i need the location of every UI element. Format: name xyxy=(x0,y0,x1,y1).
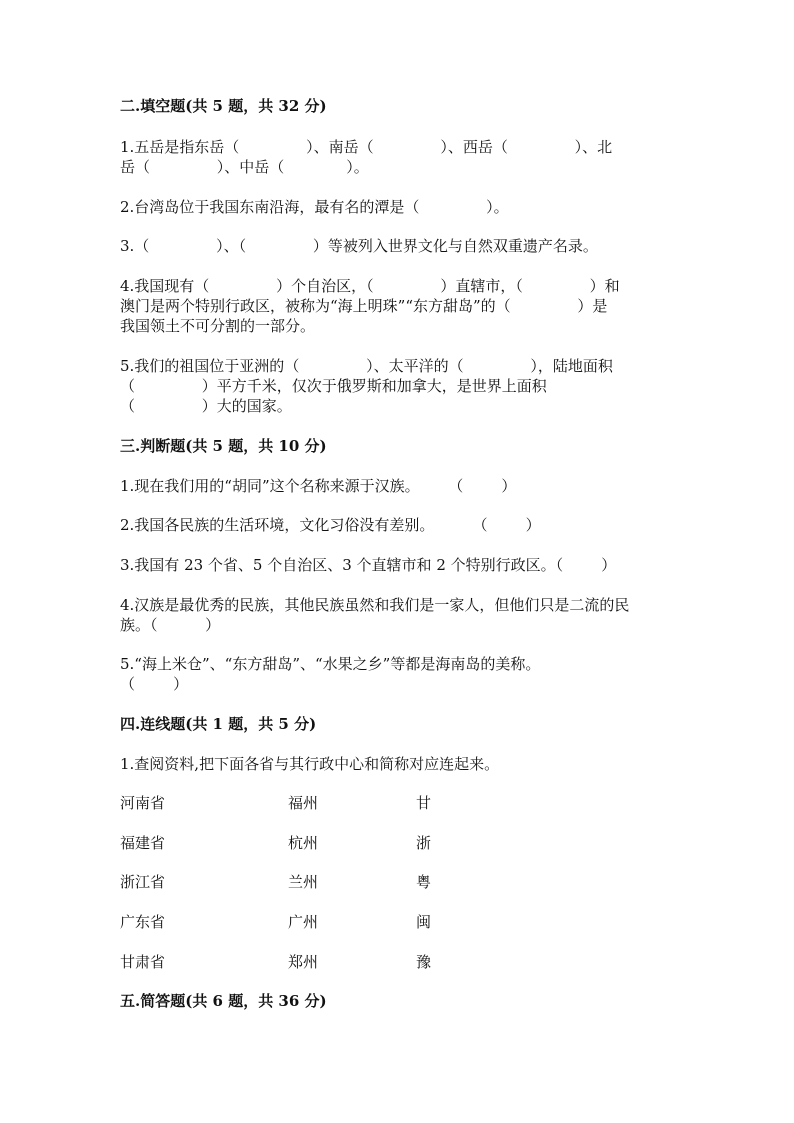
true-false-q2: 2.我国各民族的生活环境，文化习俗没有差别。 （ ） xyxy=(120,516,541,534)
province-cell[interactable]: 广东省 xyxy=(120,913,166,931)
true-false-q5-line1: 5.“海上米仓”、“东方甜岛”、“水果之乡”等都是海南岛的美称。 xyxy=(120,655,541,673)
fill-blank-q4-line3: 我国领土不可分割的一部分。 xyxy=(120,317,316,335)
capital-cell[interactable]: 福州 xyxy=(288,794,319,812)
abbreviation-cell[interactable]: 粤 xyxy=(416,873,432,891)
abbreviation-cell[interactable]: 浙 xyxy=(416,834,432,852)
province-cell[interactable]: 福建省 xyxy=(120,834,166,852)
fill-blank-q1-line2: 岳（ ）、中岳（ ）。 xyxy=(120,158,369,176)
abbreviation-cell[interactable]: 豫 xyxy=(416,953,432,971)
true-false-q1: 1.现在我们用的“胡同”这个名称来源于汉族。 （ ） xyxy=(120,477,517,495)
true-false-q5-line2: （ ） xyxy=(120,675,189,693)
fill-blank-q4-line2: 澳门是两个特别行政区，被称为“海上明珠”“东方甜岛”的（ ）是 xyxy=(120,297,608,315)
capital-cell[interactable]: 兰州 xyxy=(288,873,319,891)
fill-blank-q1-line1: 1.五岳是指东岳（ ）、南岳（ ）、西岳（ ）、北 xyxy=(120,138,613,156)
matching-instruction: 1.查阅资料,把下面各省与其行政中心和简称对应连起来。 xyxy=(120,755,500,773)
true-false-heading: 三.判断题(共 5 题，共 10 分) xyxy=(120,437,327,455)
abbreviation-cell[interactable]: 甘 xyxy=(416,794,432,812)
fill-blank-q5-line2: （ ）平方千米，仅次于俄罗斯和加拿大，是世界上面积 xyxy=(120,377,547,395)
short-answer-heading: 五.简答题(共 6 题，共 36 分) xyxy=(120,992,327,1010)
fill-blank-q4-line1: 4.我国现有（ ）个自治区，（ ）直辖市，（ ）和 xyxy=(120,277,620,295)
province-cell[interactable]: 甘肃省 xyxy=(120,953,166,971)
fill-blank-q5-line3: （ ）大的国家。 xyxy=(120,397,292,415)
fill-blank-heading: 二.填空题(共 5 题，共 32 分) xyxy=(120,97,327,115)
abbreviation-cell[interactable]: 闽 xyxy=(416,913,432,931)
capital-cell[interactable]: 杭州 xyxy=(288,834,319,852)
true-false-q4-line2: 族。（ ） xyxy=(120,616,221,634)
capital-cell[interactable]: 郑州 xyxy=(288,953,319,971)
fill-blank-q3: 3.（ ）、（ ）等被列入世界文化与自然双重遗产名录。 xyxy=(120,237,598,255)
matching-heading: 四.连线题(共 1 题，共 5 分) xyxy=(120,715,317,733)
fill-blank-q2: 2.台湾岛位于我国东南沿海，最有名的潭是（ ）。 xyxy=(120,198,509,216)
province-cell[interactable]: 河南省 xyxy=(120,794,166,812)
fill-blank-q5-line1: 5.我们的祖国位于亚洲的（ ）、太平洋的（ ），陆地面积 xyxy=(120,357,613,375)
true-false-q4-line1: 4.汉族是最优秀的民族，其他民族虽然和我们是一家人，但他们只是二流的民 xyxy=(120,596,630,614)
capital-cell[interactable]: 广州 xyxy=(288,913,319,931)
true-false-q3: 3.我国有 23 个省、5 个自治区、3 个直辖市和 2 个特别行政区。（ ） xyxy=(120,556,617,574)
province-cell[interactable]: 浙江省 xyxy=(120,873,166,891)
